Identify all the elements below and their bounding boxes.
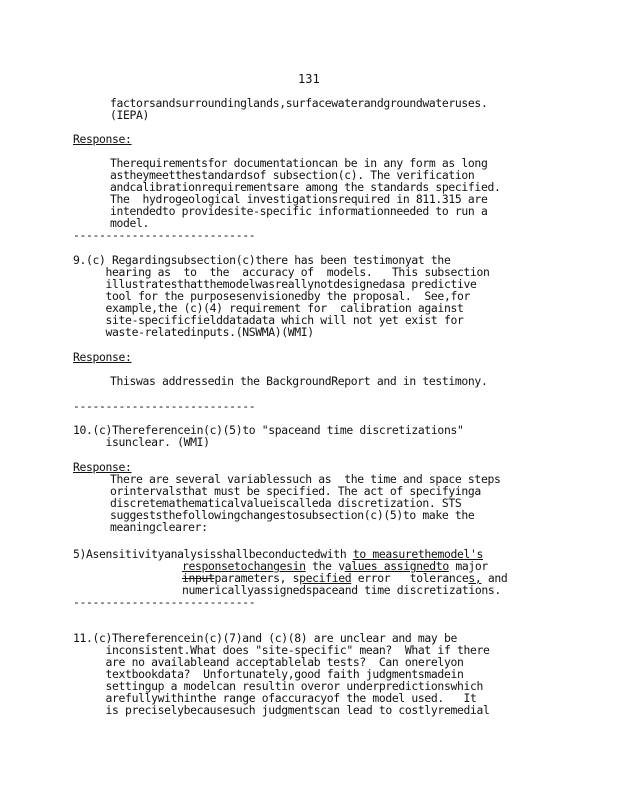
separator: ---------------------------- <box>73 399 256 413</box>
text-line: orintervalsthat must be specified. The act of specifyinga <box>110 484 481 498</box>
inserted-text: pecified <box>299 571 352 585</box>
inserted-text: alues assignedto <box>344 559 449 573</box>
amendment-line: numericallyassignedspaceand time discretizations. <box>182 583 501 597</box>
text-line: astheymeetthestandardsof subsection(c). The verification <box>110 168 475 182</box>
comment-line: hearing as to the accuracy of models. This subsection <box>73 265 490 279</box>
comment-line: 11.(c)Thereferencein(c)(7)and (c)(8) are unclear and may be <box>73 631 457 645</box>
comment-line: tool for the purposesenvisionedby the proposal. See,for <box>73 289 470 303</box>
amendment-text: error tolerance <box>351 571 469 585</box>
comment-line: 9.(c) Regardingsubsection(c)there has been testimonyat the <box>73 253 451 267</box>
comment-line: illustratesthatthemodelwasreallynotdesignedasa predictive <box>73 277 477 291</box>
page-number: 131 <box>298 72 320 86</box>
comment-line: inconsistent.What does "site-specific" mean? What if there <box>73 643 490 657</box>
inserted-text: to measurethemodel's <box>352 547 483 561</box>
text-line: Thiswas addressedin the BackgroundReport and in testimony. <box>110 374 488 388</box>
text-line: There are several variablessuch as the time and space steps <box>110 472 501 486</box>
text-line: factorsandsurroundinglands,surfacewaterandgroundwateruses. <box>110 96 488 110</box>
comment-line: textbookdata? Unfortunately,good faith judgmentsmadein <box>73 667 464 681</box>
text-line: intendedto providesite-specific informationneeded to run a <box>110 204 488 218</box>
comment-line: are no availableand acceptablelab tests? Can onerelyon <box>73 655 464 669</box>
response-heading: Response: <box>73 350 132 364</box>
comment-line: example,the (c)(4) requirement for calibration against <box>73 301 464 315</box>
text-line: Therequirementsfor documentationcan be in any form as long <box>110 156 488 170</box>
text-line: suggeststhefollowingchangestosubsection(c)(5)to make the <box>110 508 475 522</box>
text-line: andcalibrationrequirementsare among the standards specified. <box>110 180 501 194</box>
comment-line: waste-relatedinputs.(NSWMA)(WMI) <box>73 325 314 339</box>
text-line: discretemathematicalvalueiscalleda discretization. STS <box>110 496 462 510</box>
response-heading: Response: <box>73 460 132 474</box>
response-heading: Response: <box>73 132 132 146</box>
text-line: (IEPA) <box>110 108 150 122</box>
comment-line: site-specificfielddatadata which will not yet exist for <box>73 313 464 327</box>
deleted-text: input <box>182 571 215 585</box>
separator: ---------------------------- <box>73 595 256 609</box>
amendment-text: major <box>448 559 488 573</box>
comment-line: isunclear. (WMI) <box>73 435 210 449</box>
text-line: The hydrogeological investigationsrequired in 811.315 are <box>110 192 488 206</box>
text-line: model. <box>110 216 150 230</box>
comment-line: is preciselybecausesuch judgmentscan lead to costlyremedial <box>73 703 490 717</box>
separator: ---------------------------- <box>73 228 256 242</box>
comment-line: settingup a modelcan resultin overor underpredictionswhich <box>73 679 483 693</box>
text-line: meaningclearer: <box>110 520 208 534</box>
amendment-text: parameters, s <box>214 571 300 585</box>
inserted-text: s, <box>468 571 482 585</box>
comment-line: arefullywithinthe range ofaccuracyof the model used. It <box>73 691 477 705</box>
inserted-text: responsetochangesin <box>182 559 306 573</box>
amendment-text: 5)Asensitivityanalysisshallbeconductedwith <box>73 547 353 561</box>
comment-line: 10.(c)Thereferencein(c)(5)to "spaceand time discretizations" <box>73 423 464 437</box>
amendment-text: and <box>481 571 508 585</box>
amendment-text: the v <box>305 559 345 573</box>
